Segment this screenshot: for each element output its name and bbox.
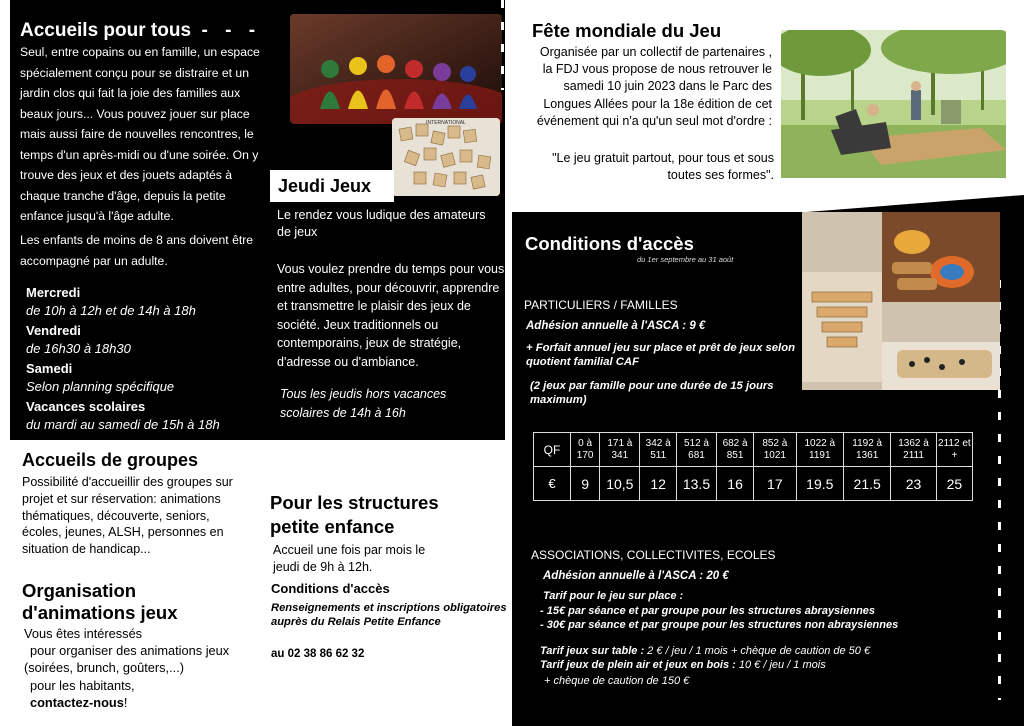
qf-range: 1362 à 2111	[891, 433, 936, 467]
structures-cond-title: Conditions d'accès	[271, 581, 390, 596]
qf-range: 512 à 681	[676, 433, 716, 467]
qf-label: QF	[534, 433, 571, 467]
particuliers-note: (2 jeux par famille pour une durée de 15 jours maximum)	[530, 380, 774, 406]
price-cell: 9	[571, 467, 600, 501]
schedule-day: Mercredi	[26, 285, 81, 300]
plein-tarif-caution: + chèque de caution de 150 €	[544, 675, 690, 687]
organisation-title-2: d'animations jeux	[22, 602, 178, 623]
schedule-day: Vacances scolaires	[26, 399, 146, 414]
table-tarif-line	[540, 645, 870, 657]
qf-range: 1192 à 1361	[843, 433, 890, 467]
structures-title-2: petite enfance	[270, 516, 395, 537]
accueils-body2: Les enfants de moins de 8 ans doivent être accompagné par un adulte.	[20, 233, 254, 268]
scrabble-tiles	[392, 118, 500, 196]
structures-title-1: Pour les structures	[270, 492, 439, 513]
organisation-line-4: pour les habitants,	[30, 677, 135, 693]
jeudi-title-box	[270, 170, 394, 202]
organisation-line-1: Vous êtes intéressés	[24, 626, 143, 641]
qf-range: 0 à 170	[571, 433, 600, 467]
qf-range: 171 à 341	[600, 433, 640, 467]
qf-range: 342 à 511	[640, 433, 676, 467]
qf-row	[534, 433, 973, 467]
qf-range: 1022 à 1191	[796, 433, 843, 467]
jeudi-intro: Le rendez vous ludique des amateurs de jeux	[277, 208, 486, 239]
organisation-cta-line	[24, 694, 264, 711]
price-cell: 21.5	[843, 467, 890, 501]
park-illustration	[781, 30, 1006, 178]
schedule-hours: de 10h à 12h et de 14h à 18h	[26, 303, 196, 318]
assoc-tarif-2: - 30€ par séance et par groupe pour les structures non abraysiennes	[540, 619, 899, 631]
contact-link[interactable]: contactez-nous	[30, 694, 124, 710]
organisation-cta-end: !	[123, 694, 128, 710]
fete-body: Organisée par un collectif de partenaires , la FDJ vous propose de nous retrouver le samedi 10 juin 2023 dans le Parc des Longues Allées pour la 18e édition de cet événement qui n'a qu'un seul mot d'ordre :	[536, 45, 772, 128]
price-cell: 19.5	[796, 467, 843, 501]
price-cell: 13.5	[676, 467, 716, 501]
jeudi-body: Vous voulez prendre du temps pour vous entre adultes, pour découvrir, apprendre et transmettre le plaisir des jeux de société. Jeux traditionnels ou contemporains, jeux de stratégie, d'adresse ou d'ambiance.	[277, 262, 505, 369]
price-cell: 12	[640, 467, 676, 501]
fete-quote: "Le jeu gratuit partout, pour tous et sous toutes ses formes".	[552, 151, 774, 183]
groupes-title: Accueils de groupes	[22, 450, 199, 470]
qf-range: 682 à 851	[717, 433, 754, 467]
schedule-day: Samedi	[26, 361, 73, 376]
structures-body: Accueil une fois par mois le jeudi de 9h à 12h.	[273, 543, 426, 574]
schedule-hours: de 16h30 à 18h30	[26, 341, 131, 356]
organisation-body	[24, 625, 264, 711]
top-edge-dashes	[501, 0, 504, 90]
schedule-day: Vendredi	[26, 323, 81, 338]
accueils-dash: - - -	[201, 20, 262, 41]
price-cell: 25	[936, 467, 972, 501]
conditions-title: Conditions d'accès	[525, 233, 694, 254]
organisation-title-1: Organisation	[22, 580, 137, 601]
particuliers-adhesion: Adhésion annuelle à l'ASCA : 9 €	[526, 320, 706, 332]
wooden-games-illustration	[802, 212, 1000, 390]
assoc-tarif-1: - 15€ par séance et par groupe pour les structures abraysiennes	[540, 605, 876, 617]
price-cell: 10,5	[600, 467, 640, 501]
price-cell: 23	[891, 467, 936, 501]
qf-range: 852 à 1021	[754, 433, 797, 467]
groupes-body: Possibilité d'accueillir des groupes sur projet et sur réservation: animations thématiques, découverte, seniors, écoles, jeunes, ALSH, personnes en situation de handicap...	[22, 475, 233, 557]
accueils-body: Seul, entre copains ou en famille, un espace spécialement conçu pour se distraire et un jardin clos qui fait la joie des familles aux beaux jours... Vous pouvez jouer sur place mais aussi faire de nouvelles rencontres, le temps d'un après-midi ou d'une soirée. On y trouve des jeux et des jouets adaptés à chaque tranche d'âge, depuis la petite enfance jusqu'à l'âge adulte.	[20, 45, 260, 223]
table-tarif-value: 2 € / jeu / 1 mois + chèque de caution de 50 €	[644, 645, 871, 657]
plein-tarif-label: Tarif jeux de plein air et jeux en bois :	[540, 659, 736, 671]
organisation-line-2: pour organiser des animations jeux	[30, 643, 230, 659]
pawns-illustration	[290, 14, 502, 124]
scrabble-photo	[392, 118, 500, 196]
price-cell: 16	[717, 467, 754, 501]
particuliers-forfait: + Forfait annuel jeu sur place et prêt de jeux selon quotient familial CAF	[526, 342, 796, 368]
jeudi-hours: Tous les jeudis hors vacances scolaires de 14h à 16h	[280, 387, 447, 420]
pawns-photo	[290, 14, 502, 124]
wooden-games-photo	[802, 212, 1000, 390]
organisation-line-3: (soirées, brunch, goûters,...)	[24, 660, 185, 676]
price-label: €	[534, 467, 571, 501]
assoc-heading: ASSOCIATIONS, COLLECTIVITES, ECOLES	[531, 548, 776, 562]
structures-cond-body: Renseignements et inscriptions obligatoires auprès du Relais Petite Enfance	[271, 602, 507, 628]
qf-table	[533, 432, 973, 501]
table-tarif-label: Tarif jeux sur table :	[540, 645, 645, 657]
assoc-tarif-place: Tarif pour le jeu sur place :	[543, 590, 684, 602]
assoc-adhesion: Adhésion annuelle à l'ASCA : 20 €	[543, 570, 729, 582]
park-photo	[781, 30, 1006, 178]
scrabble-word: INTERNATIONAL	[426, 120, 466, 126]
schedule-hours: du mardi au samedi de 15h à 18h	[26, 417, 220, 432]
schedule-hours: Selon planning spécifique	[26, 379, 175, 394]
price-cell: 17	[754, 467, 797, 501]
qf-range: 2112 et +	[936, 433, 972, 467]
structures-phone: au 02 38 86 62 32	[271, 648, 365, 660]
conditions-subtitle: du 1er septembre au 31 août	[637, 255, 734, 264]
plein-tarif-value: 10 € / jeu / 1 mois	[735, 659, 826, 671]
particuliers-heading: PARTICULIERS / FAMILLES	[524, 298, 678, 312]
accueils-schedule	[26, 285, 276, 435]
fete-title: Fête mondiale du Jeu	[532, 20, 722, 41]
accueils-title-row	[20, 20, 261, 42]
accueils-title: Accueils pour tous	[20, 20, 192, 41]
jeudi-title: Jeudi Jeux	[278, 176, 372, 196]
price-row	[534, 467, 973, 501]
plein-tarif-line	[540, 659, 826, 671]
